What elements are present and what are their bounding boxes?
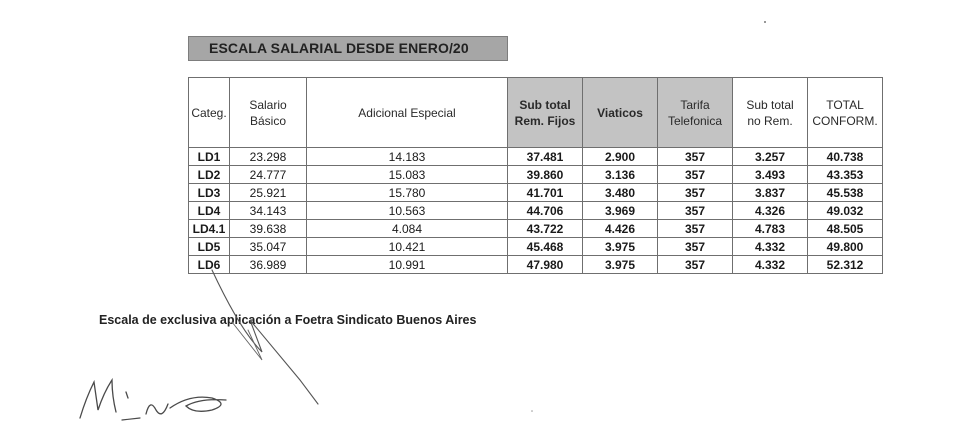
table-row (189, 148, 883, 166)
cell-subtotal-fijos: 43.722 (508, 220, 583, 238)
header-adicional-especial: Adicional Especial (307, 78, 508, 148)
cell-adicional: 10.421 (307, 238, 508, 256)
cell-categ: LD1 (189, 148, 230, 166)
signature-stroke (212, 270, 318, 404)
cell-total: 40.738 (808, 148, 883, 166)
cell-tarifa: 357 (658, 256, 733, 274)
cell-categ: LD4 (189, 202, 230, 220)
document-title: ESCALA SALARIAL DESDE ENERO/20 (188, 36, 508, 61)
scan-speck (531, 410, 533, 412)
cell-total: 43.353 (808, 166, 883, 184)
header-salario-basico: Salario Básico (230, 78, 307, 148)
cell-adicional: 10.991 (307, 256, 508, 274)
cell-subtotal-norem: 4.332 (733, 238, 808, 256)
table-row (189, 184, 883, 202)
cell-salario: 23.298 (230, 148, 307, 166)
cell-adicional: 10.563 (307, 202, 508, 220)
cell-subtotal-fijos: 45.468 (508, 238, 583, 256)
header-total-conform: TOTAL CONFORM. (808, 78, 883, 148)
cell-viaticos: 3.480 (583, 184, 658, 202)
cell-viaticos: 3.969 (583, 202, 658, 220)
cell-adicional: 14.183 (307, 148, 508, 166)
cell-total: 48.505 (808, 220, 883, 238)
table-row (189, 220, 883, 238)
cell-categ: LD6 (189, 256, 230, 274)
table-row (189, 256, 883, 274)
cell-salario: 34.143 (230, 202, 307, 220)
cell-total: 49.032 (808, 202, 883, 220)
cell-viaticos: 3.975 (583, 256, 658, 274)
cell-tarifa: 357 (658, 238, 733, 256)
cell-total: 45.538 (808, 184, 883, 202)
cell-salario: 24.777 (230, 166, 307, 184)
signature-stroke (232, 322, 262, 360)
signature-stroke (122, 418, 140, 420)
header-subtotal-no-rem: Sub total no Rem. (733, 78, 808, 148)
header-tarifa-telefonica: Tarifa Telefonica (658, 78, 733, 148)
cell-categ: LD2 (189, 166, 230, 184)
cell-subtotal-fijos: 37.481 (508, 148, 583, 166)
cell-subtotal-norem: 3.837 (733, 184, 808, 202)
signature-stroke (80, 380, 116, 418)
header-viaticos: Viaticos (583, 78, 658, 148)
salary-table (188, 77, 883, 274)
cell-subtotal-norem: 4.332 (733, 256, 808, 274)
cell-subtotal-fijos: 44.706 (508, 202, 583, 220)
cell-adicional: 4.084 (307, 220, 508, 238)
cell-subtotal-fijos: 41.701 (508, 184, 583, 202)
cell-categ: LD3 (189, 184, 230, 202)
cell-categ: LD5 (189, 238, 230, 256)
cell-salario: 39.638 (230, 220, 307, 238)
cell-tarifa: 357 (658, 184, 733, 202)
cell-total: 52.312 (808, 256, 883, 274)
cell-tarifa: 357 (658, 202, 733, 220)
table-row (189, 238, 883, 256)
cell-total: 49.800 (808, 238, 883, 256)
cell-subtotal-norem: 4.326 (733, 202, 808, 220)
cell-salario: 36.989 (230, 256, 307, 274)
cell-subtotal-norem: 4.783 (733, 220, 808, 238)
signature-stroke (170, 397, 226, 411)
cell-tarifa: 357 (658, 148, 733, 166)
cell-salario: 25.921 (230, 184, 307, 202)
cell-salario: 35.047 (230, 238, 307, 256)
cell-subtotal-fijos: 39.860 (508, 166, 583, 184)
cell-adicional: 15.083 (307, 166, 508, 184)
header-subtotal-rem-fijos: Sub total Rem. Fijos (508, 78, 583, 148)
cell-tarifa: 357 (658, 166, 733, 184)
cell-viaticos: 2.900 (583, 148, 658, 166)
signature-stroke (146, 404, 168, 414)
header-categ: Categ. (189, 78, 230, 148)
table-header-row (189, 78, 883, 148)
cell-viaticos: 3.975 (583, 238, 658, 256)
cell-categ: LD4.1 (189, 220, 230, 238)
cell-viaticos: 4.426 (583, 220, 658, 238)
cell-viaticos: 3.136 (583, 166, 658, 184)
table-row (189, 166, 883, 184)
footnote-text: Escala de exclusiva aplicación a Foetra Sindicato Buenos Aires (99, 313, 477, 327)
cell-adicional: 15.780 (307, 184, 508, 202)
cell-subtotal-norem: 3.493 (733, 166, 808, 184)
scan-speck (764, 21, 766, 23)
cell-subtotal-norem: 3.257 (733, 148, 808, 166)
cell-tarifa: 357 (658, 220, 733, 238)
cell-subtotal-fijos: 47.980 (508, 256, 583, 274)
table-row (189, 202, 883, 220)
signature-stroke (126, 392, 128, 398)
